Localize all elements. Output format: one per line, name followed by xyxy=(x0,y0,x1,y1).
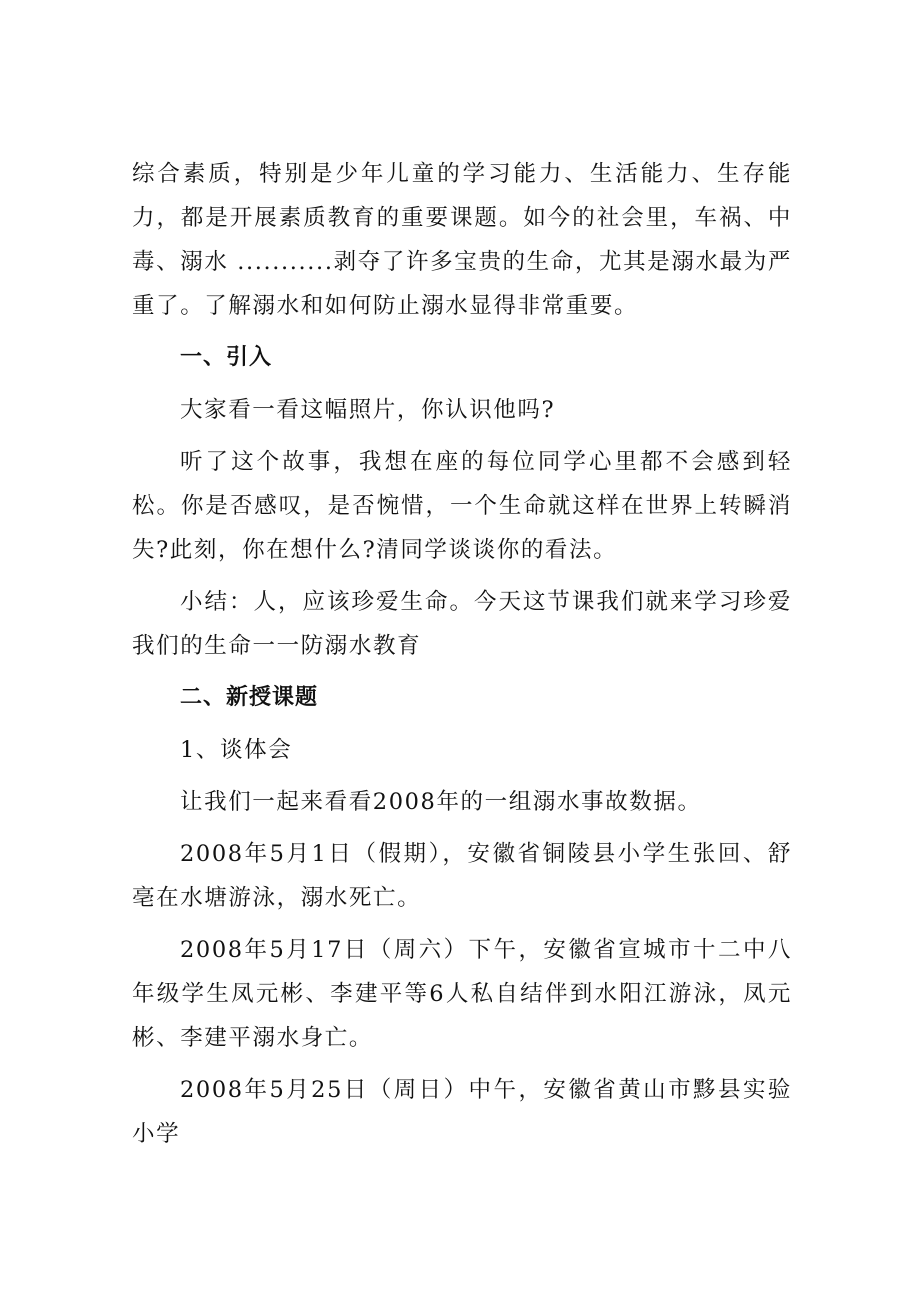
subsection-discussion: 1、谈体会 xyxy=(180,737,293,763)
story-reflection-paragraph: 听了这个故事，我想在座的每位同学心里都不会感到轻松。你是否感叹，是否惋惜，一个生命就这样在世界上转瞬消失?此刻，你在想什么?清同学谈谈你的看法。 xyxy=(132,449,792,563)
intro-paragraph: 综合素质，特别是少年儿童的学习能力、生活能力、生存能力，都是开展素质教育的重要课题。如今的社会里，车祸、中毒、溺水 ...........剥夺了许多宝贵的生命，尤其是溺水最为严重了。了解溺水和如何防止溺水显得非常重要。 xyxy=(132,161,792,319)
photo-question-paragraph: 大家看一看这幅照片，你认识他吗? xyxy=(180,397,556,423)
summary-paragraph: 小结：人，应该珍爱生命。今天这节课我们就来学习珍爱我们的生命一一防溺水教育 xyxy=(132,589,792,659)
incident-paragraph-may-1: 2008年5月1日（假期），安徽省铜陵县小学生张回、舒亳在水塘游泳，溺水死亡。 xyxy=(132,841,792,911)
incident-paragraph-may-25: 2008年5月25日（周日）中午，安徽省黄山市黟县实验小学 xyxy=(132,1077,792,1147)
data-intro-paragraph: 让我们一起来看看2008年的一组溺水事故数据。 xyxy=(180,789,702,815)
document-body xyxy=(132,152,792,1156)
section-heading-new-lesson: 二、新授课题 xyxy=(180,685,319,710)
incident-paragraph-may-17: 2008年5月17日（周六）下午，安徽省宣城市十二中八年级学生凤元彬、李建平等6人私自结伴到水阳江游泳，凤元彬、李建平溺水身亡。 xyxy=(132,937,792,1051)
section-heading-introduction: 一、引入 xyxy=(180,345,273,370)
